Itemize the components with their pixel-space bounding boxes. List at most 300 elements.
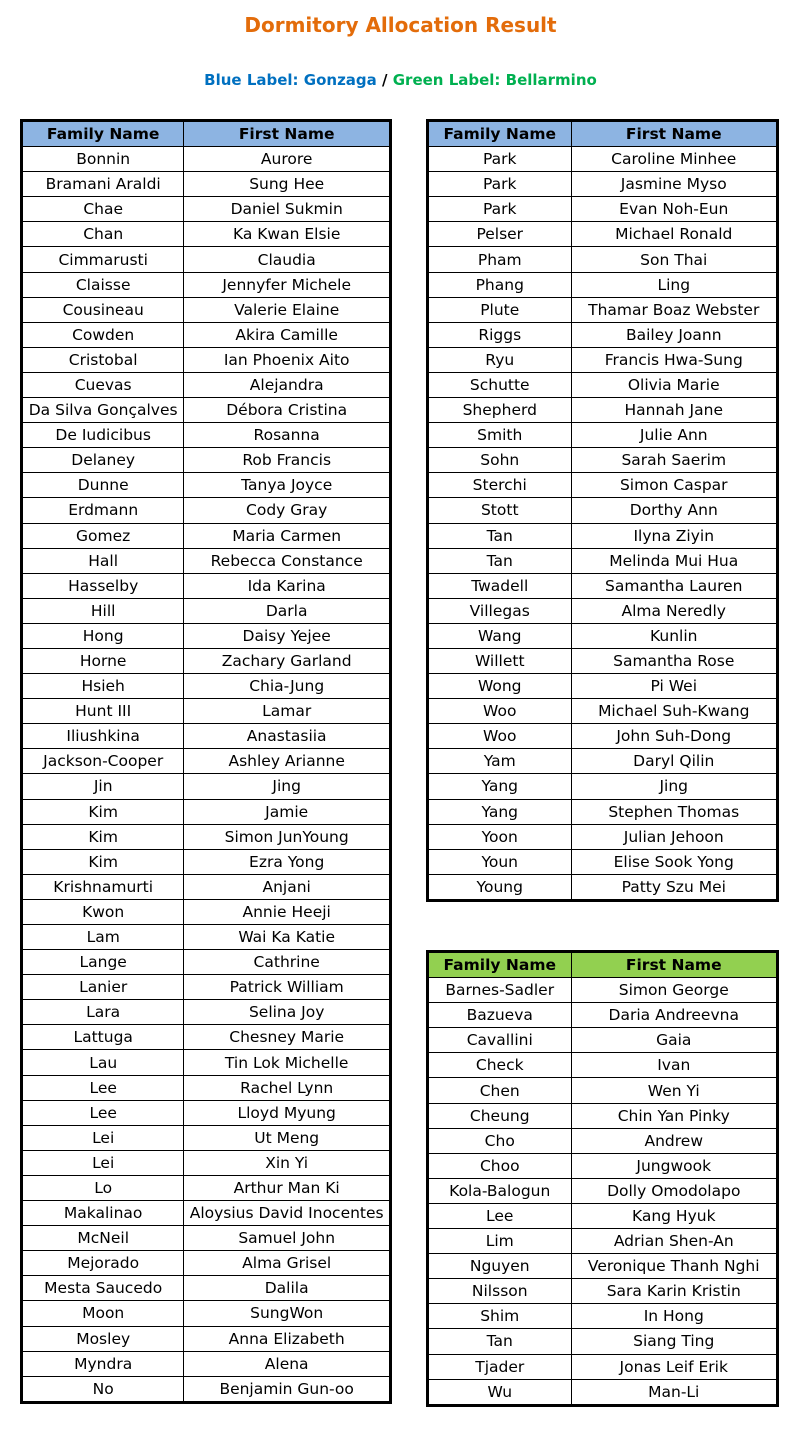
family-name-cell: Cuevas	[22, 372, 184, 397]
first-name-cell: Rosanna	[184, 423, 391, 448]
table-row	[22, 1301, 391, 1326]
family-name-cell: Mesta Saucedo	[22, 1276, 184, 1301]
family-name-cell: Jin	[22, 774, 184, 799]
first-name-cell: Valerie Elaine	[184, 297, 391, 322]
first-name-cell: Daria Andreevna	[571, 1003, 778, 1028]
table-row	[428, 1229, 778, 1254]
table-row	[22, 975, 391, 1000]
family-name-cell: Yang	[428, 799, 572, 824]
table-row	[428, 648, 778, 673]
family-name-cell: Bonnin	[22, 147, 184, 172]
table-row	[22, 398, 391, 423]
legend-separator: /	[376, 71, 393, 89]
family-name-cell: Hunt III	[22, 699, 184, 724]
first-name-header: First Name	[571, 952, 778, 978]
family-name-cell: Gomez	[22, 523, 184, 548]
table-row	[22, 1175, 391, 1200]
first-name-cell: Kang Hyuk	[571, 1203, 778, 1228]
table-row	[428, 1078, 778, 1103]
family-name-cell: Cowden	[22, 322, 184, 347]
table-row	[22, 699, 391, 724]
legend	[0, 71, 801, 89]
family-name-cell: Hong	[22, 623, 184, 648]
family-name-cell: Cheung	[428, 1103, 572, 1128]
table-row	[22, 1000, 391, 1025]
family-name-cell: Dunne	[22, 473, 184, 498]
first-name-cell: Jing	[571, 774, 778, 799]
first-name-cell: Man-Li	[571, 1379, 778, 1405]
family-name-cell: Nguyen	[428, 1254, 572, 1279]
family-name-cell: Krishnamurti	[22, 874, 184, 899]
family-name-cell: Plute	[428, 297, 572, 322]
first-name-cell: Ida Karina	[184, 573, 391, 598]
family-name-cell: Chen	[428, 1078, 572, 1103]
legend-blue-label: Blue Label: Gonzaga	[204, 71, 377, 89]
first-name-cell: Darla	[184, 598, 391, 623]
family-name-cell: Myndra	[22, 1351, 184, 1376]
family-name-cell: Youn	[428, 849, 572, 874]
table-row	[428, 498, 778, 523]
first-name-cell: Sarah Saerim	[571, 448, 778, 473]
family-name-cell: Lee	[22, 1100, 184, 1125]
first-name-cell: Patrick William	[184, 975, 391, 1000]
family-name-cell: No	[22, 1376, 184, 1402]
table-row	[22, 548, 391, 573]
table-row	[428, 473, 778, 498]
family-name-cell: Erdmann	[22, 498, 184, 523]
family-name-cell: Choo	[428, 1153, 572, 1178]
table-row	[22, 1226, 391, 1251]
table-row	[428, 423, 778, 448]
table-row	[428, 523, 778, 548]
first-name-cell: Ka Kwan Elsie	[184, 222, 391, 247]
table-row	[428, 824, 778, 849]
first-name-cell: Julian Jehoon	[571, 824, 778, 849]
family-name-cell: Lanier	[22, 975, 184, 1000]
first-name-cell: Chesney Marie	[184, 1025, 391, 1050]
table-row	[22, 1050, 391, 1075]
table-row	[428, 247, 778, 272]
family-name-cell: Hill	[22, 598, 184, 623]
table-row	[22, 1125, 391, 1150]
first-name-cell: Ezra Yong	[184, 849, 391, 874]
table-row	[22, 147, 391, 172]
first-name-cell: Jing	[184, 774, 391, 799]
first-name-cell: Olivia Marie	[571, 372, 778, 397]
first-name-cell: Ivan	[571, 1053, 778, 1078]
first-name-cell: Ling	[571, 272, 778, 297]
first-name-cell: Zachary Garland	[184, 648, 391, 673]
family-name-cell: Hasselby	[22, 573, 184, 598]
table-header-row	[428, 121, 778, 147]
first-name-cell: Adrian Shen-An	[571, 1229, 778, 1254]
table-row	[428, 598, 778, 623]
table-row	[22, 874, 391, 899]
family-name-cell: Pham	[428, 247, 572, 272]
table-row	[428, 623, 778, 648]
first-name-cell: Daryl Qilin	[571, 749, 778, 774]
table-row	[22, 598, 391, 623]
first-name-cell: Gaia	[571, 1028, 778, 1053]
first-name-cell: Samantha Lauren	[571, 573, 778, 598]
family-name-cell: Young	[428, 874, 572, 900]
first-name-cell: Julie Ann	[571, 423, 778, 448]
table-row	[22, 523, 391, 548]
table-row	[22, 322, 391, 347]
family-name-header: Family Name	[428, 952, 572, 978]
bellarmino-table	[426, 950, 779, 1407]
family-name-cell: Lange	[22, 950, 184, 975]
family-name-cell: Lam	[22, 925, 184, 950]
table-row	[22, 448, 391, 473]
first-name-cell: Ashley Arianne	[184, 749, 391, 774]
table-row	[22, 1326, 391, 1351]
first-name-cell: SungWon	[184, 1301, 391, 1326]
first-name-cell: John Suh-Dong	[571, 724, 778, 749]
family-name-cell: Hall	[22, 548, 184, 573]
table-row	[22, 197, 391, 222]
table-row	[22, 347, 391, 372]
table-row	[428, 774, 778, 799]
family-name-cell: Claisse	[22, 272, 184, 297]
first-name-cell: Pi Wei	[571, 674, 778, 699]
first-name-cell: Alma Neredly	[571, 598, 778, 623]
first-name-cell: Kunlin	[571, 623, 778, 648]
first-name-cell: Daniel Sukmin	[184, 197, 391, 222]
family-name-cell: Barnes-Sadler	[428, 978, 572, 1003]
first-name-cell: Elise Sook Yong	[571, 849, 778, 874]
table-row	[22, 473, 391, 498]
first-name-cell: Hannah Jane	[571, 398, 778, 423]
table-row	[22, 247, 391, 272]
family-name-cell: Tan	[428, 1329, 572, 1354]
first-name-cell: Francis Hwa-Sung	[571, 347, 778, 372]
first-name-cell: Dolly Omodolapo	[571, 1178, 778, 1203]
family-name-header: Family Name	[428, 121, 572, 147]
table-row	[428, 372, 778, 397]
first-name-cell: Anastasiia	[184, 724, 391, 749]
family-name-cell: Phang	[428, 272, 572, 297]
table-row	[428, 1354, 778, 1379]
table-row	[22, 799, 391, 824]
family-name-cell: Pelser	[428, 222, 572, 247]
first-name-cell: Cathrine	[184, 950, 391, 975]
first-name-cell: Benjamin Gun-oo	[184, 1376, 391, 1402]
family-name-cell: Woo	[428, 699, 572, 724]
first-name-cell: Selina Joy	[184, 1000, 391, 1025]
family-name-cell: Kwon	[22, 899, 184, 924]
gonzaga-table-left	[20, 119, 392, 1404]
table-row	[428, 699, 778, 724]
table-row	[428, 1254, 778, 1279]
family-name-cell: Delaney	[22, 448, 184, 473]
family-name-cell: Stott	[428, 498, 572, 523]
table-row	[22, 623, 391, 648]
table-row	[22, 674, 391, 699]
table-row	[428, 1103, 778, 1128]
first-name-cell: Veronique Thanh Nghi	[571, 1254, 778, 1279]
first-name-cell: Simon JunYoung	[184, 824, 391, 849]
first-name-cell: Jennyfer Michele	[184, 272, 391, 297]
table-row	[22, 899, 391, 924]
table-header-row	[428, 952, 778, 978]
first-name-cell: Ilyna Ziyin	[571, 523, 778, 548]
first-name-cell: In Hong	[571, 1304, 778, 1329]
table-row	[428, 724, 778, 749]
table-row	[428, 749, 778, 774]
family-name-cell: Makalinao	[22, 1201, 184, 1226]
first-name-cell: Andrew	[571, 1128, 778, 1153]
first-name-cell: Rachel Lynn	[184, 1075, 391, 1100]
table-row	[22, 498, 391, 523]
family-name-cell: Cimmarusti	[22, 247, 184, 272]
first-name-cell: Jonas Leif Erik	[571, 1354, 778, 1379]
family-name-header: Family Name	[22, 121, 184, 147]
table-row	[22, 1075, 391, 1100]
family-name-cell: Lo	[22, 1175, 184, 1200]
table-row	[22, 849, 391, 874]
table-row	[22, 172, 391, 197]
table-row	[22, 222, 391, 247]
family-name-cell: Kim	[22, 849, 184, 874]
table-row	[428, 297, 778, 322]
table-row	[22, 1251, 391, 1276]
first-name-cell: Samuel John	[184, 1226, 391, 1251]
family-name-cell: Lei	[22, 1150, 184, 1175]
table-row	[428, 1329, 778, 1354]
family-name-cell: Bazueva	[428, 1003, 572, 1028]
first-name-cell: Patty Szu Mei	[571, 874, 778, 900]
table-row	[428, 1379, 778, 1405]
table-row	[428, 1203, 778, 1228]
first-name-cell: Débora Cristina	[184, 398, 391, 423]
family-name-cell: Cristobal	[22, 347, 184, 372]
table-row	[22, 1201, 391, 1226]
family-name-cell: Yang	[428, 774, 572, 799]
table-row	[428, 398, 778, 423]
table-row	[22, 774, 391, 799]
first-name-cell: Sara Karin Kristin	[571, 1279, 778, 1304]
table-row	[22, 925, 391, 950]
table-row	[428, 347, 778, 372]
gonzaga-table-right	[426, 119, 779, 902]
table-row	[428, 1003, 778, 1028]
table-row	[22, 1351, 391, 1376]
table-row	[428, 1304, 778, 1329]
first-name-cell: Tanya Joyce	[184, 473, 391, 498]
first-name-cell: Chia-Jung	[184, 674, 391, 699]
family-name-cell: De Iudicibus	[22, 423, 184, 448]
table-row	[22, 1025, 391, 1050]
first-name-cell: Sung Hee	[184, 172, 391, 197]
table-row	[22, 724, 391, 749]
family-name-cell: Horne	[22, 648, 184, 673]
family-name-cell: Yoon	[428, 824, 572, 849]
table-row	[428, 272, 778, 297]
table-row	[428, 978, 778, 1003]
family-name-cell: McNeil	[22, 1226, 184, 1251]
first-name-cell: Anjani	[184, 874, 391, 899]
table-row	[428, 573, 778, 598]
first-name-cell: Ian Phoenix Aito	[184, 347, 391, 372]
first-name-cell: Jungwook	[571, 1153, 778, 1178]
first-name-cell: Rebecca Constance	[184, 548, 391, 573]
family-name-cell: Yam	[428, 749, 572, 774]
first-name-cell: Arthur Man Ki	[184, 1175, 391, 1200]
first-name-cell: Anna Elizabeth	[184, 1326, 391, 1351]
first-name-cell: Stephen Thomas	[571, 799, 778, 824]
first-name-cell: Dalila	[184, 1276, 391, 1301]
first-name-cell: Ut Meng	[184, 1125, 391, 1150]
table-row	[22, 1100, 391, 1125]
family-name-cell: Shim	[428, 1304, 572, 1329]
first-name-cell: Evan Noh-Eun	[571, 197, 778, 222]
family-name-cell: Nilsson	[428, 1279, 572, 1304]
table-row	[428, 448, 778, 473]
family-name-cell: Cavallini	[428, 1028, 572, 1053]
family-name-cell: Willett	[428, 648, 572, 673]
family-name-cell: Sterchi	[428, 473, 572, 498]
family-name-cell: Ryu	[428, 347, 572, 372]
family-name-cell: Moon	[22, 1301, 184, 1326]
family-name-cell: Kola-Balogun	[428, 1178, 572, 1203]
first-name-cell: Alena	[184, 1351, 391, 1376]
legend-green-label: Green Label: Bellarmino	[392, 71, 597, 89]
table-row	[428, 849, 778, 874]
table-row	[428, 197, 778, 222]
table-row	[428, 674, 778, 699]
first-name-cell: Tin Lok Michelle	[184, 1050, 391, 1075]
table-row	[22, 950, 391, 975]
family-name-cell: Tan	[428, 548, 572, 573]
first-name-header: First Name	[184, 121, 391, 147]
family-name-cell: Park	[428, 197, 572, 222]
table-row	[428, 1153, 778, 1178]
first-name-cell: Wai Ka Katie	[184, 925, 391, 950]
family-name-cell: Lattuga	[22, 1025, 184, 1050]
first-name-cell: Bailey Joann	[571, 322, 778, 347]
family-name-cell: Shepherd	[428, 398, 572, 423]
family-name-cell: Bramani Araldi	[22, 172, 184, 197]
family-name-cell: Riggs	[428, 322, 572, 347]
first-name-cell: Simon George	[571, 978, 778, 1003]
table-row	[428, 1178, 778, 1203]
family-name-cell: Schutte	[428, 372, 572, 397]
first-name-cell: Michael Ronald	[571, 222, 778, 247]
first-name-cell: Caroline Minhee	[571, 147, 778, 172]
first-name-cell: Siang Ting	[571, 1329, 778, 1354]
family-name-cell: Chan	[22, 222, 184, 247]
family-name-cell: Wong	[428, 674, 572, 699]
first-name-cell: Melinda Mui Hua	[571, 548, 778, 573]
family-name-cell: Wang	[428, 623, 572, 648]
first-name-cell: Lamar	[184, 699, 391, 724]
family-name-cell: Hsieh	[22, 674, 184, 699]
family-name-cell: Tjader	[428, 1354, 572, 1379]
table-row	[22, 297, 391, 322]
family-name-cell: Kim	[22, 799, 184, 824]
first-name-cell: Daisy Yejee	[184, 623, 391, 648]
table-row	[428, 548, 778, 573]
family-name-cell: Wu	[428, 1379, 572, 1405]
first-name-cell: Wen Yi	[571, 1078, 778, 1103]
first-name-cell: Thamar Boaz Webster	[571, 297, 778, 322]
table-row	[22, 1276, 391, 1301]
first-name-cell: Lloyd Myung	[184, 1100, 391, 1125]
table-row	[22, 749, 391, 774]
family-name-cell: Sohn	[428, 448, 572, 473]
family-name-cell: Check	[428, 1053, 572, 1078]
table-row	[428, 172, 778, 197]
first-name-cell: Simon Caspar	[571, 473, 778, 498]
family-name-cell: Kim	[22, 824, 184, 849]
table-row	[22, 1150, 391, 1175]
table-row	[22, 573, 391, 598]
table-row	[22, 272, 391, 297]
first-name-cell: Cody Gray	[184, 498, 391, 523]
first-name-cell: Chin Yan Pinky	[571, 1103, 778, 1128]
table-row	[428, 1053, 778, 1078]
family-name-cell: Lau	[22, 1050, 184, 1075]
first-name-cell: Alejandra	[184, 372, 391, 397]
first-name-header: First Name	[571, 121, 778, 147]
first-name-cell: Claudia	[184, 247, 391, 272]
table-row	[22, 372, 391, 397]
first-name-cell: Aurore	[184, 147, 391, 172]
first-name-cell: Son Thai	[571, 247, 778, 272]
table-row	[428, 1028, 778, 1053]
first-name-cell: Annie Heeji	[184, 899, 391, 924]
family-name-cell: Lara	[22, 1000, 184, 1025]
first-name-cell: Dorthy Ann	[571, 498, 778, 523]
first-name-cell: Xin Yi	[184, 1150, 391, 1175]
table-row	[22, 423, 391, 448]
family-name-cell: Smith	[428, 423, 572, 448]
family-name-cell: Mejorado	[22, 1251, 184, 1276]
table-row	[428, 874, 778, 900]
table-row	[428, 322, 778, 347]
family-name-cell: Park	[428, 172, 572, 197]
first-name-cell: Jamie	[184, 799, 391, 824]
family-name-cell: Park	[428, 147, 572, 172]
page-title: Dormitory Allocation Result	[244, 13, 557, 37]
table-row	[428, 1279, 778, 1304]
table-row	[428, 799, 778, 824]
first-name-cell: Jasmine Myso	[571, 172, 778, 197]
family-name-cell: Jackson-Cooper	[22, 749, 184, 774]
table-row	[22, 824, 391, 849]
first-name-cell: Michael Suh-Kwang	[571, 699, 778, 724]
family-name-cell: Villegas	[428, 598, 572, 623]
family-name-cell: Cho	[428, 1128, 572, 1153]
family-name-cell: Mosley	[22, 1326, 184, 1351]
table-row	[22, 1376, 391, 1402]
first-name-cell: Samantha Rose	[571, 648, 778, 673]
family-name-cell: Cousineau	[22, 297, 184, 322]
first-name-cell: Maria Carmen	[184, 523, 391, 548]
family-name-cell: Lei	[22, 1125, 184, 1150]
table-row	[22, 648, 391, 673]
family-name-cell: Chae	[22, 197, 184, 222]
first-name-cell: Aloysius David Inocentes	[184, 1201, 391, 1226]
family-name-cell: Lee	[428, 1203, 572, 1228]
family-name-cell: Lee	[22, 1075, 184, 1100]
family-name-cell: Tan	[428, 523, 572, 548]
table-header-row	[22, 121, 391, 147]
family-name-cell: Twadell	[428, 573, 572, 598]
table-row	[428, 147, 778, 172]
family-name-cell: Lim	[428, 1229, 572, 1254]
